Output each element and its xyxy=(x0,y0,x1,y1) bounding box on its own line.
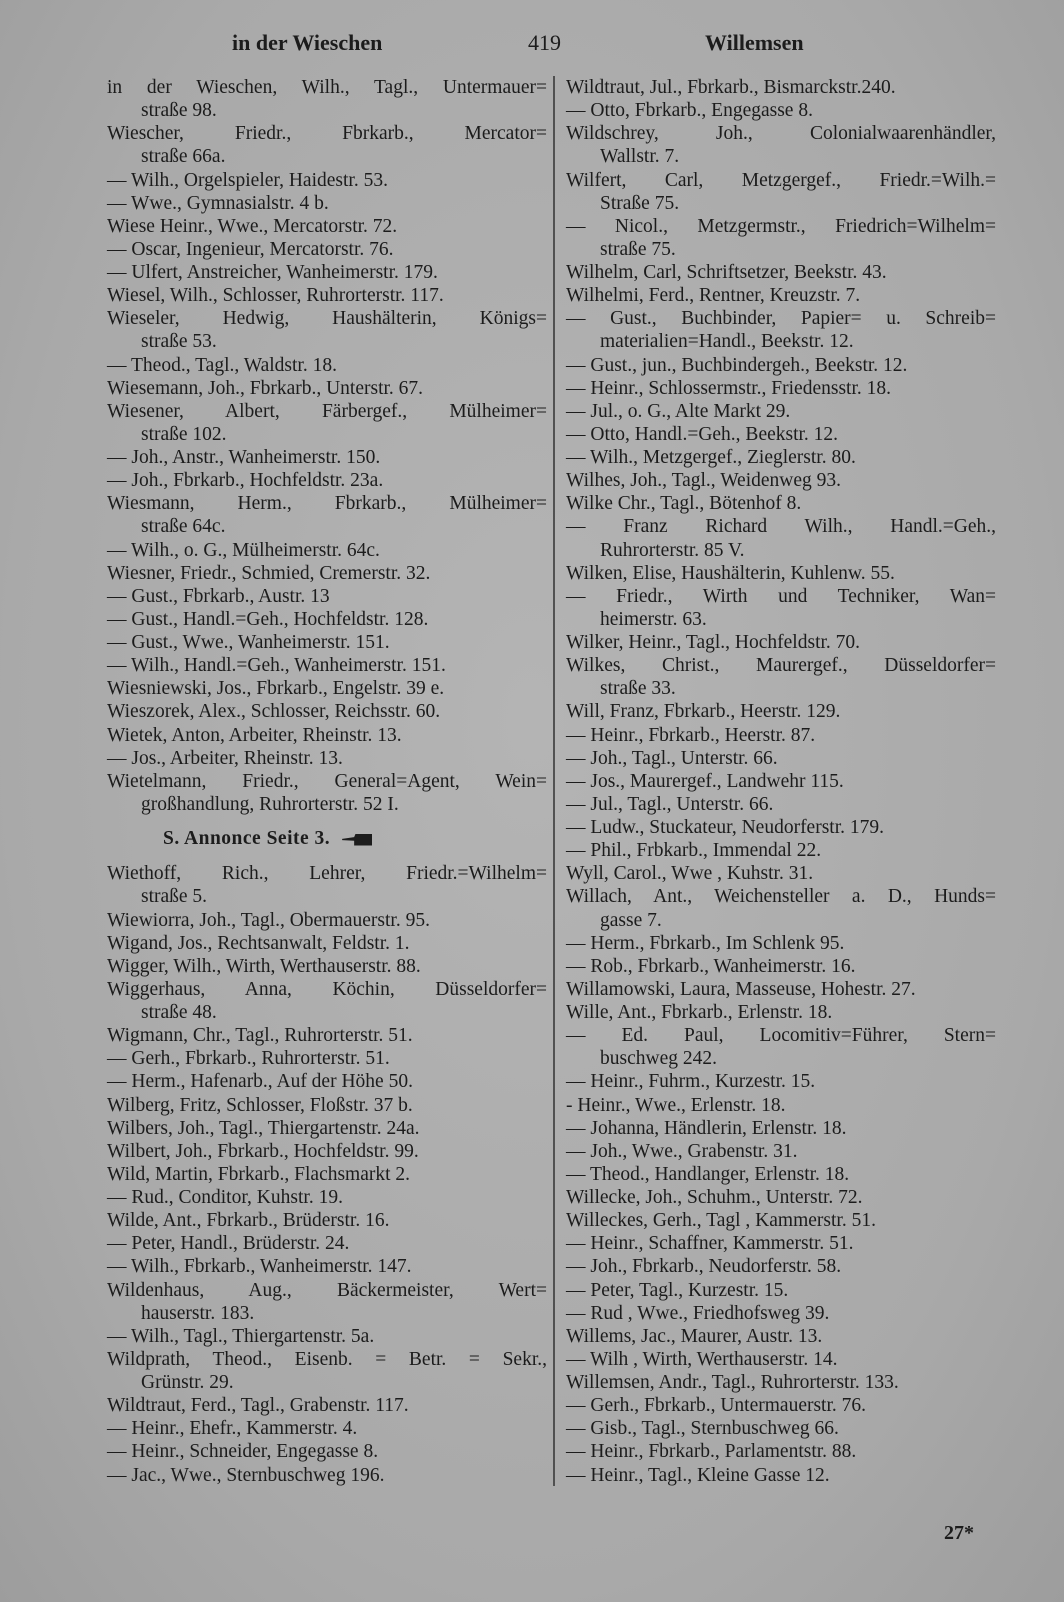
directory-entry-line: — Heinr., Schaffner, Kammerstr. 51. xyxy=(566,1233,854,1255)
entry-continuation-line: straße 64c. xyxy=(141,516,226,538)
directory-entry-line: — Joh., Fbrkarb., Hochfeldstr. 23a. xyxy=(107,470,384,492)
entry-continuation-line: straße 75. xyxy=(600,238,676,260)
directory-entry-line: Wiethoff, Rich., Lehrer, Friedr.=Wilhelm= xyxy=(107,863,547,885)
directory-entry-line: — Ludw., Stuckateur, Neudorferstr. 179. xyxy=(566,817,885,838)
entry-continuation-line: Ruhrorterstr. 85 V. xyxy=(600,539,745,561)
directory-entry-line: — Gust., Fbrkarb., Austr. 13 xyxy=(107,585,330,607)
directory-entry-line: Wiesemann, Joh., Fbrkarb., Unterstr. 67. xyxy=(107,377,424,399)
entry-continuation-line: Straße 75. xyxy=(600,192,680,214)
directory-entry-line: Wilker, Heinr., Tagl., Hochfeldstr. 70. xyxy=(566,632,861,653)
entry-continuation-line: buschweg 242. xyxy=(600,1048,717,1070)
directory-entry-line: Wilbert, Joh., Fbrkarb., Hochfeldstr. 99. xyxy=(107,1140,419,1162)
directory-entry-line: — Jul., Tagl., Unterstr. 66. xyxy=(566,793,774,815)
signature-mark: 27* xyxy=(944,1522,974,1544)
directory-entry-line: Wilken, Elise, Haushälterin, Kuhlenw. 55. xyxy=(566,562,895,584)
directory-entry-line: — Theod., Handlanger, Erlenstr. 18. xyxy=(566,1163,850,1185)
directory-entry-line: Willeckes, Gerh., Tagl , Kammerstr. 51. xyxy=(566,1210,876,1232)
directory-entry-line: — Oscar, Ingenieur, Mercatorstr. 76. xyxy=(107,238,394,260)
directory-entry-line: Wildschrey, Joh., Colonialwaarenhändler, xyxy=(566,123,996,145)
directory-entry-line: — Otto, Fbrkarb., Engegasse 8. xyxy=(566,100,813,122)
directory-entry-line: Wild, Martin, Fbrkarb., Flachsmarkt 2. xyxy=(107,1163,411,1185)
directory-entry-line: — Heinr., Ehefr., Kammerstr. 4. xyxy=(107,1418,358,1440)
page-number: 419 xyxy=(528,30,561,55)
directory-entry-line: Wiesniewski, Jos., Fbrkarb., Engelstr. 39 e. xyxy=(107,678,445,700)
directory-entry-line: — Theod., Tagl., Waldstr. 18. xyxy=(107,354,337,376)
directory-entry-line: Wiesener, Albert, Färbergef., Mülheimer= xyxy=(107,400,547,422)
directory-entry-line: Willemsen, Andr., Tagl., Ruhrorterstr. 133. xyxy=(566,1372,899,1393)
directory-entry-line: — Heinr., Fbrkarb., Parlamentstr. 88. xyxy=(566,1441,857,1463)
directory-entry-line: Wilfert, Carl, Metzgergef., Friedr.=Wilh.= xyxy=(566,169,996,191)
directory-entry-line: Wilberg, Fritz, Schlosser, Floßstr. 37 b. xyxy=(107,1094,413,1116)
directory-entry-line: — Joh., Wwe., Grabenstr. 31. xyxy=(566,1140,798,1162)
directory-entry-line: — Wilh., Metzgergef., Zieglerstr. 80. xyxy=(566,447,856,468)
directory-entry-line: Wietek, Anton, Arbeiter, Rheinstr. 13. xyxy=(107,724,402,746)
directory-entry-line: Wieszorek, Alex., Schlosser, Reichsstr. 60. xyxy=(107,701,441,723)
directory-entry-line: Wigand, Jos., Rechtsanwalt, Feldstr. 1. xyxy=(107,932,410,954)
directory-entry-line: — Wilh , Wirth, Werthauserstr. 14. xyxy=(566,1348,838,1370)
entry-continuation-line: gasse 7. xyxy=(600,909,662,931)
directory-entry-line: — Peter, Tagl., Kurzestr. 15. xyxy=(566,1279,789,1301)
directory-entry-line: - Heinr., Wwe., Erlenstr. 18. xyxy=(566,1094,786,1116)
directory-entry-line: — Wilh., Tagl., Thiergartenstr. 5a. xyxy=(107,1325,375,1347)
directory-entry-line: — Ed. Paul, Locomitiv=Führer, Stern= xyxy=(566,1025,996,1047)
entry-continuation-line: hauserstr. 183. xyxy=(141,1302,255,1324)
right-column xyxy=(566,76,996,1487)
directory-entry-line: Wietelmann, Friedr., General=Agent, Wein= xyxy=(107,770,547,792)
directory-entry-line: — Wilh., Handl.=Geh., Wanheimerstr. 151. xyxy=(107,655,446,677)
directory-entry-line: — Otto, Handl.=Geh., Beekstr. 12. xyxy=(566,423,839,445)
directory-entry-line: Wiewiorra, Joh., Tagl., Obermauerstr. 95. xyxy=(107,909,430,931)
directory-entry-line: — Gerh., Fbrkarb., Ruhrorterstr. 51. xyxy=(107,1048,390,1070)
directory-entry-line: — Jos., Maurergef., Landwehr 115. xyxy=(566,770,844,792)
directory-entry-line: Wiesner, Friedr., Schmied, Cremerstr. 32. xyxy=(107,562,431,584)
directory-entry-line: Wigger, Wilh., Wirth, Werthauserstr. 88. xyxy=(107,955,421,977)
directory-entry-line: Willamowski, Laura, Masseuse, Hohestr. 27. xyxy=(566,978,916,1000)
directory-entry-line: — Gust., Handl.=Geh., Hochfeldstr. 128. xyxy=(107,608,429,630)
directory-entry-line: Wilkes, Christ., Maurergef., Düsseldorfer= xyxy=(566,655,996,677)
directory-entry-line: — Gerh., Fbrkarb., Untermauerstr. 76. xyxy=(566,1395,867,1417)
directory-entry-line: — Heinr., Schlossermstr., Friedensstr. 18. xyxy=(566,377,891,399)
pointing-hand-icon xyxy=(342,834,372,846)
directory-entry-line: — Gust., Buchbinder, Papier= u. Schreib= xyxy=(566,308,996,330)
entry-continuation-line: straße 33. xyxy=(600,678,676,700)
directory-entry-line: — Joh., Anstr., Wanheimerstr. 150. xyxy=(107,447,381,468)
directory-entry-line: — Nicol., Metzgermstr., Friedrich=Wilhelm= xyxy=(566,215,996,237)
directory-entry-line: — Heinr., Schneider, Engegasse 8. xyxy=(107,1441,379,1463)
directory-entry-line: Wiescher, Friedr., Fbrkarb., Mercator= xyxy=(107,123,547,145)
directory-entry-line: Wildtraut, Jul., Fbrkarb., Bismarckstr.240. xyxy=(566,77,896,98)
directory-entry-line: — Jos., Arbeiter, Rheinstr. 13. xyxy=(107,747,343,769)
directory-entry-line: Wilbers, Joh., Tagl., Thiergartenstr. 24a. xyxy=(107,1117,420,1139)
directory-entry-line: — Friedr., Wirth und Techniker, Wan= xyxy=(566,585,996,607)
directory-entry-line: Wille, Ant., Fbrkarb., Erlenstr. 18. xyxy=(566,1002,833,1023)
directory-entry-line: Wilhelm, Carl, Schriftsetzer, Beekstr. 43. xyxy=(566,262,887,283)
directory-entry-line: — Rob., Fbrkarb., Wanheimerstr. 16. xyxy=(566,955,856,977)
directory-entry-line: Wildprath, Theod., Eisenb. = Betr. = Sekr., xyxy=(107,1348,547,1370)
entry-continuation-line: straße 53. xyxy=(141,331,217,353)
directory-entry-line: — Rud , Wwe., Friedhofsweg 39. xyxy=(566,1302,830,1324)
directory-entry-line: — Herm., Fbrkarb., Im Schlenk 95. xyxy=(566,932,845,954)
directory-entry-line: Willecke, Joh., Schuhm., Unterstr. 72. xyxy=(566,1187,863,1208)
directory-entry-line: — Gust., jun., Buchbindergeh., Beekstr. 12. xyxy=(566,354,908,376)
directory-entry-line: Wilhes, Joh., Tagl., Weidenweg 93. xyxy=(566,470,842,492)
directory-entry-line: — Wwe., Gymnasialstr. 4 b. xyxy=(107,192,329,214)
directory-entry-line: — Gisb., Tagl., Sternbuschweg 66. xyxy=(566,1418,839,1440)
directory-entry-line: — Franz Richard Wilh., Handl.=Geh., xyxy=(566,516,996,538)
entry-continuation-line: Wallstr. 7. xyxy=(600,146,680,168)
directory-entry-line: Wiesel, Wilh., Schlosser, Ruhrorterstr. 117. xyxy=(107,285,444,307)
directory-entry-line: — Peter, Handl., Brüderstr. 24. xyxy=(107,1233,350,1255)
directory-entry-line: — Wilh., o. G., Mülheimerstr. 64c. xyxy=(107,539,380,561)
left-column xyxy=(107,76,547,1487)
entry-continuation-line: materialien=Handl., Beekstr. 12. xyxy=(600,331,854,353)
entry-continuation-line: straße 66a. xyxy=(141,146,226,168)
directory-entry-line: — Rud., Conditor, Kuhstr. 19. xyxy=(107,1187,343,1208)
directory-entry-line: Wigmann, Chr., Tagl., Ruhrorterstr. 51. xyxy=(107,1025,413,1047)
directory-entry-line: in der Wieschen, Wilh., Tagl., Untermauer= xyxy=(107,77,547,98)
directory-entry-line: — Gust., Wwe., Wanheimerstr. 151. xyxy=(107,632,390,653)
entry-continuation-line: straße 98. xyxy=(141,100,217,122)
entry-continuation-line: großhandlung, Ruhrorterstr. 52 I. xyxy=(141,793,399,815)
directory-entry-line: — Phil., Frbkarb., Immendal 22. xyxy=(566,840,822,862)
directory-entry-line: — Joh., Fbrkarb., Neudorferstr. 58. xyxy=(566,1256,842,1278)
directory-entry-line: Wilke Chr., Tagl., Bötenhof 8. xyxy=(566,493,802,515)
directory-entry-line: Wildenhaus, Aug., Bäckermeister, Wert= xyxy=(107,1279,547,1301)
entry-continuation-line: straße 5. xyxy=(141,886,208,908)
directory-entry-line: Wiese Heinr., Wwe., Mercatorstr. 72. xyxy=(107,215,398,237)
directory-entry-line: — Joh., Tagl., Unterstr. 66. xyxy=(566,747,778,769)
directory-entry-line: — Heinr., Tagl., Kleine Gasse 12. xyxy=(566,1464,830,1486)
running-head-right: Willemsen xyxy=(705,30,804,55)
directory-entry-line: Wilhelmi, Ferd., Rentner, Kreuzstr. 7. xyxy=(566,285,861,307)
directory-entry-line: Wyll, Carol., Wwe , Kuhstr. 31. xyxy=(566,863,814,885)
directory-entry-line: — Wilh., Fbrkarb., Wanheimerstr. 147. xyxy=(107,1256,412,1278)
directory-entry-line: Wieseler, Hedwig, Haushälterin, Königs= xyxy=(107,308,547,330)
advertisement-reference xyxy=(107,816,547,862)
column-divider xyxy=(553,76,555,1486)
directory-entry-line: Will, Franz, Fbrkarb., Heerstr. 129. xyxy=(566,701,841,723)
entry-continuation-line: Grünstr. 29. xyxy=(141,1372,234,1393)
directory-entry-line: Wiesmann, Herm., Fbrkarb., Mülheimer= xyxy=(107,493,547,515)
directory-entry-line: — Heinr., Fbrkarb., Heerstr. 87. xyxy=(566,724,816,746)
entry-continuation-line: heimerstr. 63. xyxy=(600,608,707,630)
directory-entry-line: Willach, Ant., Weichensteller a. D., Hunds= xyxy=(566,886,996,908)
entry-continuation-line: straße 48. xyxy=(141,1002,217,1023)
directory-entry-line: — Heinr., Fuhrm., Kurzestr. 15. xyxy=(566,1071,816,1093)
directory-entry-line: Wiggerhaus, Anna, Köchin, Düsseldorfer= xyxy=(107,978,547,1000)
entry-continuation-line: straße 102. xyxy=(141,423,227,445)
directory-entry-line: — Ulfert, Anstreicher, Wanheimerstr. 179. xyxy=(107,262,438,283)
directory-entry-line: — Jac., Wwe., Sternbuschweg 196. xyxy=(107,1464,385,1486)
directory-entry-line: — Jul., o. G., Alte Markt 29. xyxy=(566,400,791,422)
directory-entry-line: Willems, Jac., Maurer, Austr. 13. xyxy=(566,1325,823,1347)
advertisement-text: S. Annonce Seite 3. xyxy=(163,828,331,849)
directory-entry-line: Wilde, Ant., Fbrkarb., Brüderstr. 16. xyxy=(107,1210,390,1232)
directory-entry-line: — Johanna, Händlerin, Erlenstr. 18. xyxy=(566,1117,847,1139)
running-head-left: in der Wieschen xyxy=(232,30,383,55)
directory-entry-line: — Wilh., Orgelspieler, Haidestr. 53. xyxy=(107,169,388,191)
directory-entry-line: — Herm., Hafenarb., Auf der Höhe 50. xyxy=(107,1071,413,1093)
directory-entry-line: Wildtraut, Ferd., Tagl., Grabenstr. 117. xyxy=(107,1395,409,1417)
